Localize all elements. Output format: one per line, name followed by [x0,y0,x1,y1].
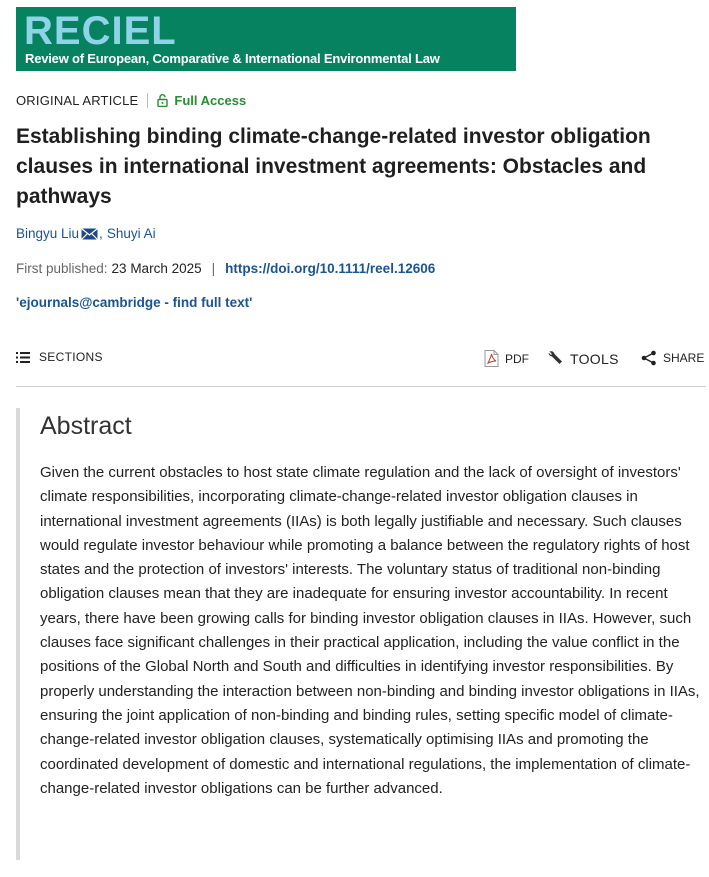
list-icon [16,352,30,363]
email-icon[interactable] [81,228,98,240]
article-title: Establishing binding climate-change-related investor obligation clauses in international investment agreements: Obstacles and pathways [16,125,651,208]
article-type: ORIGINAL ARTICLE [16,92,139,108]
publication-info [16,261,435,276]
first-published-date: 23 March 2025 [111,261,202,276]
find-full-text-link[interactable]: 'ejournals@cambridge - find full text' [16,295,253,310]
wrench-icon [546,350,564,368]
pdf-label: PDF [505,351,529,366]
author-separator: , [99,226,103,241]
meta-divider [147,93,148,108]
unlock-icon [157,94,168,107]
share-button[interactable] [641,350,704,366]
pipe-separator: | [211,261,216,276]
pdf-button[interactable] [484,350,529,367]
access-badge: Full Access [174,92,247,108]
toolbar-divider [16,386,706,387]
share-label: SHARE [663,351,705,365]
tools-button[interactable] [546,350,619,368]
article-toolbar [16,346,706,374]
abstract-section [16,408,709,860]
sections-label: SECTIONS [39,350,103,364]
doi-link[interactable]: https://doi.org/10.1111/reel.12606 [225,261,436,276]
author-link[interactable]: Bingyu Liu [16,226,80,241]
sections-button[interactable] [16,350,103,364]
abstract-text: Given the current obstacles to host state climate regulation and the lack of oversight of investors' climate responsibilities, incorporating climate-change-related investor obligation clauses in international investment agreements (IIAs) is both legally justifiable and necessary. Such clauses would regulate investor behaviour while promoting a balance between the regulatory rights of host states and the protection of investors' interests. The voluntary status of traditional non-binding obligation clauses mean that they are inadequate for ensuring investor accountability. In recent years, there have been growing calls for binding investor obligation clauses in IIAs. However, such clauses face significant challenges in their practical application, including the value conflict in the positions of the Global North and South and difficulties in identifying investor responsibilities. By properly understanding the interaction between non-binding and binding investor obligations in IIAs, ensuring the joint application of non-binding and binding rules, setting specific model of climate-change-related investor obligation clauses, systematically optimising IIAs and promoting the coordinated development of domestic and international regulations, the implementation of climate-change-related investor obligations can be further advanced. [40,464,700,797]
abstract-heading: Abstract [40,412,132,440]
pdf-icon [484,350,499,367]
first-published-label: First published: [16,261,108,276]
author-link[interactable]: Shuyi Ai [106,226,156,241]
author-list [16,226,156,241]
article-meta-row [16,91,246,109]
share-icon [641,350,657,366]
journal-banner[interactable] [16,7,516,71]
journal-name: RECIEL [24,9,177,53]
journal-subtitle: Review of European, Comparative & International Environmental Law [25,51,440,66]
tools-label: TOOLS [570,351,619,367]
